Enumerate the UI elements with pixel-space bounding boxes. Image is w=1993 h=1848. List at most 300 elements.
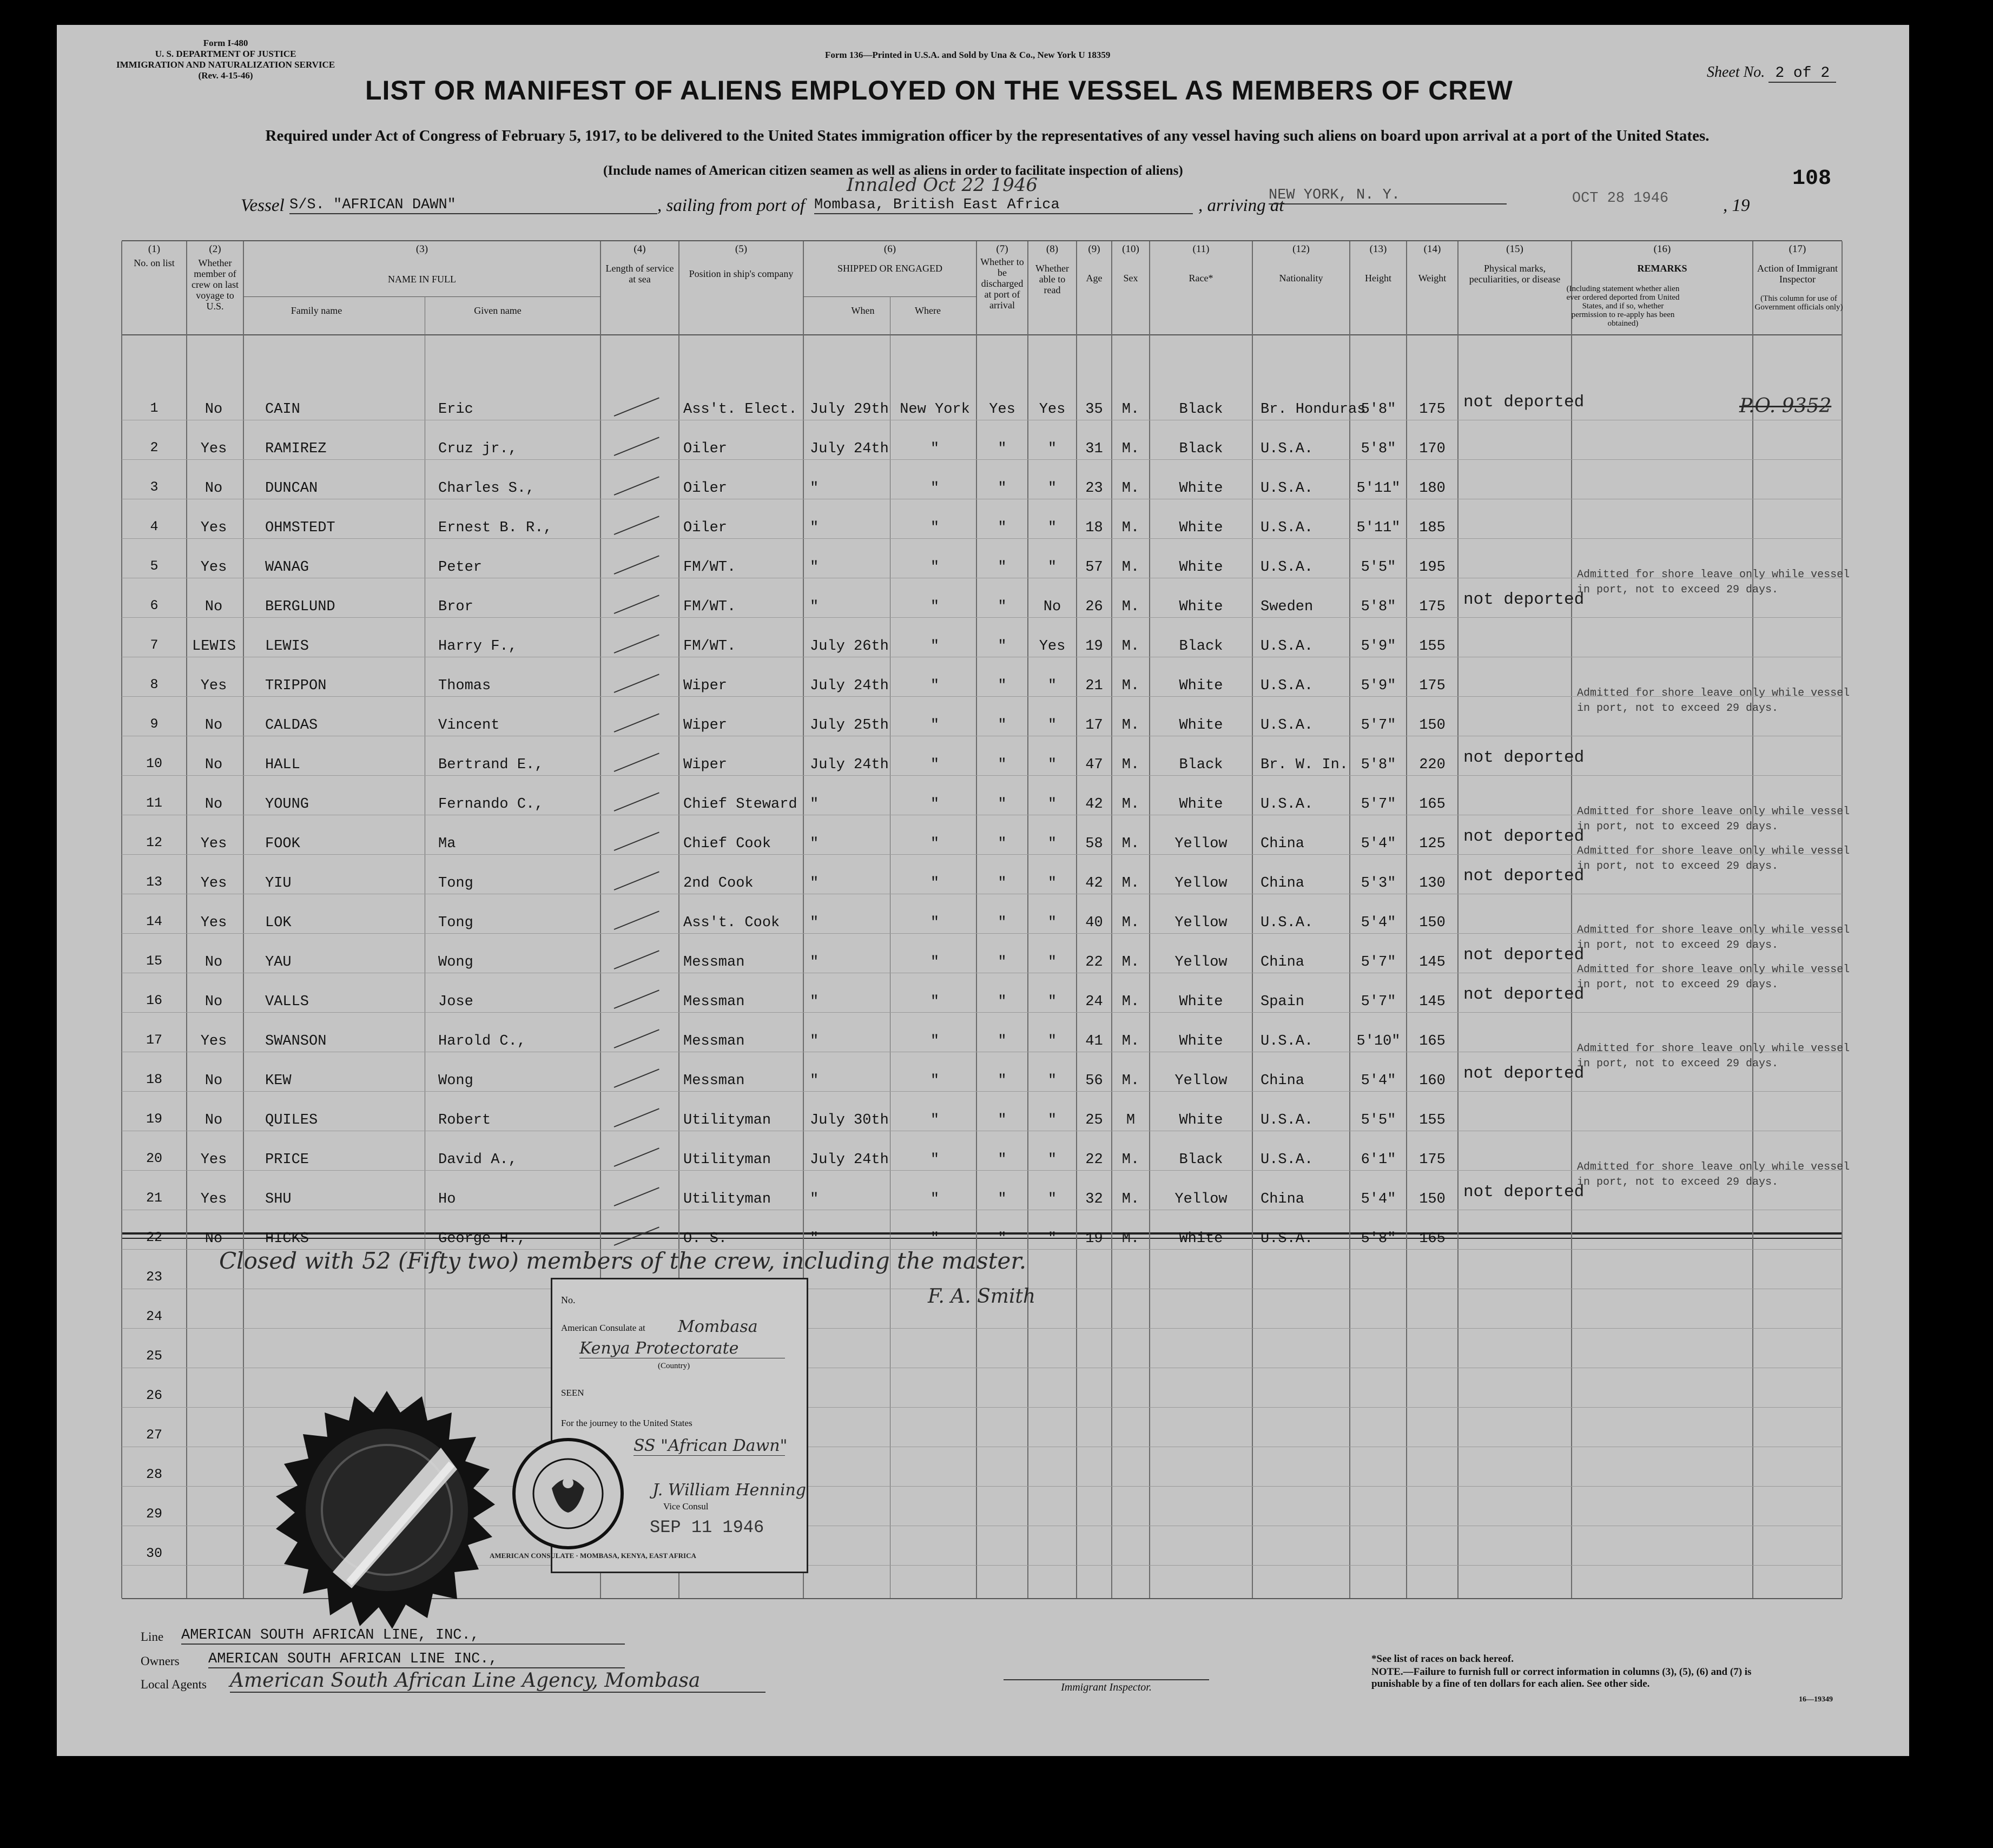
stamp-country-value: Kenya Protectorate [579, 1339, 785, 1358]
cell-position: Wiper [683, 757, 728, 773]
column-header: SHIPPED OR ENGAGED [837, 263, 942, 274]
cell-when: " [810, 994, 819, 1010]
cell-sex: M. [1121, 1152, 1140, 1168]
cell-disch: " [998, 796, 1007, 813]
check-mark [614, 1068, 659, 1088]
cell-sex: M. [1121, 875, 1140, 892]
cell-when: July 29th [810, 401, 889, 418]
column-number: (13) [1369, 243, 1387, 255]
cell-disch: " [998, 1191, 1007, 1207]
cell-nat: U.S.A. [1261, 520, 1314, 536]
cell-weight: 180 [1419, 480, 1446, 497]
cell-age: 57 [1085, 559, 1103, 576]
page-title: LIST OR MANIFEST OF ALIENS EMPLOYED ON THE VESSEL AS MEMBERS OF CREW [365, 75, 1513, 105]
cell-sex: M. [1121, 678, 1140, 694]
cell-remarks: Admitted for shore leave only while vessel in port, not to exceed 29 days. [1577, 924, 1850, 952]
cell-race: White [1179, 678, 1223, 694]
printer-line: Form 136—Printed in U.S.A. and Sold by Una & Co., New York U 18359 [825, 50, 1111, 60]
cell-where: " [930, 1073, 940, 1089]
closing-note: Closed with 52 (Fifty two) members of the crew, including the master. [219, 1248, 1027, 1274]
column-header: Race* [1189, 273, 1213, 283]
stamp-consulate-label: American Consulate at [561, 1323, 645, 1333]
cell-when: July 24th [810, 678, 889, 694]
cell-sex: M. [1121, 1231, 1140, 1247]
subheader-remarks-note: (Including statement whether alien ever ordered deported from United States, and if so, whether permission to re-apply has been obtained) [1566, 285, 1680, 328]
stamp-country-label: (Country) [658, 1362, 690, 1370]
cell-nat: U.S.A. [1261, 559, 1314, 576]
cell-nat: Br. W. In. [1261, 757, 1349, 773]
cell-marks: not deported [1463, 985, 1585, 1004]
cell-family: PRICE [265, 1152, 309, 1168]
embossed-seal-graphic [262, 1388, 511, 1637]
cell-prev: Yes [200, 836, 227, 852]
check-mark [614, 1187, 659, 1206]
cell-where: " [930, 1191, 940, 1207]
cell-position: Chief Cook [683, 836, 771, 852]
cell-sex: M. [1121, 836, 1140, 852]
cell-prev: No [204, 994, 223, 1010]
cell-height: 5'8" [1361, 599, 1396, 615]
cell-nat: U.S.A. [1261, 717, 1314, 734]
cell-weight: 175 [1419, 1152, 1446, 1168]
cell-weight: 220 [1419, 757, 1446, 773]
column-number: (11) [1192, 243, 1210, 255]
department-name: U. S. DEPARTMENT OF JUSTICE [155, 49, 296, 59]
check-mark [614, 476, 659, 496]
check-mark [614, 831, 659, 851]
cell-given: Wong [438, 954, 473, 971]
column-header: Position in ship's company [689, 268, 794, 279]
cell-where: " [930, 1112, 940, 1128]
cell-disch: " [998, 915, 1007, 931]
cell-nat: U.S.A. [1261, 638, 1314, 655]
column-number: (5) [735, 243, 748, 255]
cell-race: Yellow [1174, 836, 1228, 852]
cell-position: Wiper [683, 717, 728, 734]
cell-age: 31 [1085, 441, 1103, 457]
cell-disch: " [998, 836, 1007, 852]
cell-when: " [810, 520, 819, 536]
column-number: (9) [1088, 243, 1100, 255]
check-mark [614, 516, 659, 535]
cell-given: Fernando C., [438, 796, 544, 813]
agents-value: American South African Line Agency, Mombasa [230, 1669, 765, 1693]
cell-disch: " [998, 1152, 1007, 1168]
cell-marks: not deported [1463, 867, 1585, 886]
page-number: 108 [1792, 167, 1832, 191]
cell-where: " [930, 717, 940, 734]
cell-age: 19 [1085, 638, 1103, 655]
cell-given: Bertrand E., [438, 757, 544, 773]
cell-marks: not deported [1463, 590, 1585, 609]
column-number: (12) [1292, 243, 1310, 255]
cell-family: VALLS [265, 994, 309, 1010]
cell-race: White [1179, 1231, 1223, 1247]
cell-nat: U.S.A. [1261, 796, 1314, 813]
cell-when: July 24th [810, 757, 889, 773]
cell-position: Utilityman [683, 1191, 771, 1207]
cell-weight: 150 [1419, 717, 1446, 734]
check-mark [614, 397, 659, 417]
check-mark [614, 437, 659, 456]
cell-family: HALL [265, 757, 300, 773]
cell-height: 5'5" [1361, 559, 1396, 576]
cell-age: 26 [1085, 599, 1103, 615]
cell-where: " [930, 796, 940, 813]
cell-prev: No [204, 717, 223, 734]
cell-height: 5'11" [1356, 520, 1401, 536]
cell-remarks: Admitted for shore leave only while vessel in port, not to exceed 29 days. [1577, 963, 1850, 991]
cell-read: No [1043, 599, 1061, 615]
cell-when: July 24th [810, 1152, 889, 1168]
cell-remarks: Admitted for shore leave only while vessel in port, not to exceed 29 days. [1577, 569, 1850, 596]
row-number: 21 [146, 1190, 162, 1206]
cell-disch: " [998, 520, 1007, 536]
cell-sex: M. [1121, 915, 1140, 931]
cell-nat: U.S.A. [1261, 480, 1314, 497]
cell-when: July 25th [810, 717, 889, 734]
cell-read: " [1047, 678, 1057, 694]
check-mark [614, 1226, 659, 1246]
stamp-consulate-value: Mombasa [678, 1317, 758, 1336]
check-mark [614, 634, 659, 654]
column-header: Physical marks, peculiarities, or disease [1469, 263, 1561, 285]
cell-where: " [930, 520, 940, 536]
cell-read: " [1047, 954, 1057, 971]
cell-nat: U.S.A. [1261, 1033, 1314, 1050]
cell-read: " [1047, 994, 1057, 1010]
cell-disch: " [998, 717, 1007, 734]
cell-when: " [810, 1073, 819, 1089]
cell-read: " [1047, 1073, 1057, 1089]
sailing-value: Mombasa, British East Africa [814, 197, 1193, 214]
row-number: 23 [146, 1269, 162, 1285]
vessel-label: Vessel [241, 196, 285, 215]
cell-weight: 165 [1419, 1033, 1446, 1050]
subheader-given-name: Given name [474, 305, 522, 316]
cell-when: " [810, 559, 819, 576]
cell-marks: not deported [1463, 748, 1585, 767]
revision-date: (Rev. 4-15-46) [198, 70, 253, 81]
cell-weight: 130 [1419, 875, 1446, 892]
form-code: 16—19349 [1799, 1695, 1833, 1704]
cell-marks: not deported [1463, 393, 1585, 412]
cell-sex: M. [1121, 796, 1140, 813]
cell-race: Yellow [1174, 1073, 1228, 1089]
row-rule [122, 1328, 1842, 1329]
header-bottom-rule [122, 334, 1842, 335]
column-divider [121, 241, 122, 1598]
cell-given: Ho [438, 1191, 456, 1207]
cell-position: Utilityman [683, 1152, 771, 1168]
cell-given: Peter [438, 559, 483, 576]
cell-when: " [810, 836, 819, 852]
cell-family: SWANSON [265, 1033, 327, 1050]
row-number: 20 [146, 1151, 162, 1166]
cell-prev: No [204, 796, 223, 813]
cell-read: " [1047, 757, 1057, 773]
row-rule [122, 1091, 1842, 1092]
cell-height: 5'9" [1361, 678, 1396, 694]
cell-position: FM/WT. [683, 599, 736, 615]
cell-prev: No [204, 599, 223, 615]
cell-disch: " [998, 599, 1007, 615]
cell-family: RAMIREZ [265, 441, 327, 457]
cell-family: KEW [265, 1073, 292, 1089]
column-header: Whether to be discharged at port of arrival [980, 256, 1024, 311]
cell-read: " [1047, 1191, 1057, 1207]
cell-given: Cruz jr., [438, 441, 517, 457]
cell-weight: 165 [1419, 1231, 1446, 1247]
cell-sex: M. [1121, 401, 1140, 418]
cell-age: 19 [1085, 1231, 1103, 1247]
row-number: 3 [150, 479, 159, 495]
column-number: (8) [1046, 243, 1059, 255]
column-number: (10) [1122, 243, 1139, 255]
stamp-no-label: No. [561, 1295, 576, 1305]
row-number: 6 [150, 598, 159, 613]
cell-prev: No [204, 757, 223, 773]
cell-race: Yellow [1174, 915, 1228, 931]
sheet-value: 2 of 2 [1768, 65, 1836, 83]
cell-read: " [1047, 836, 1057, 852]
cell-where: " [930, 599, 940, 615]
cell-nat: U.S.A. [1261, 1231, 1314, 1247]
cell-read: " [1047, 1231, 1057, 1247]
cell-prev: Yes [200, 441, 227, 457]
cell-sex: M. [1121, 559, 1140, 576]
cell-family: TRIPPON [265, 678, 327, 694]
cell-when: July 26th [810, 638, 889, 655]
include-note: (Include names of American citizen seamen as well as aliens in order to facilitate inspection of aliens) [603, 163, 1183, 178]
row-number: 10 [146, 756, 162, 771]
cell-where: " [930, 678, 940, 694]
row-number: 17 [146, 1032, 162, 1048]
cell-nat: China [1261, 1191, 1305, 1207]
cell-read: " [1047, 796, 1057, 813]
inspector-label: Immigrant Inspector. [1004, 1679, 1209, 1694]
cell-read: " [1047, 559, 1057, 576]
handwritten-sailing-date: Innaled Oct 22 1946 [847, 174, 1038, 196]
cell-nat: U.S.A. [1261, 441, 1314, 457]
embossed-seal [262, 1388, 511, 1637]
cell-age: 35 [1085, 401, 1103, 418]
row-number: 14 [146, 914, 162, 929]
cell-family: FOOK [265, 836, 300, 852]
cell-given: Eric [438, 401, 473, 418]
cell-race: Yellow [1174, 954, 1228, 971]
column-header: Whether able to read [1035, 263, 1069, 295]
cell-sex: M. [1121, 441, 1140, 457]
cell-read: " [1047, 915, 1057, 931]
cell-nat: China [1261, 954, 1305, 971]
cell-sex: M. [1121, 994, 1140, 1010]
row-number: 26 [146, 1388, 162, 1403]
cell-weight: 160 [1419, 1073, 1446, 1089]
column-divider [1842, 241, 1843, 1598]
cell-position: Oiler [683, 441, 728, 457]
row-number: 30 [146, 1546, 162, 1561]
cell-remarks: Admitted for shore leave only while vessel in port, not to exceed 29 days. [1577, 1042, 1850, 1070]
cell-height: 5'8" [1361, 1231, 1396, 1247]
cell-race: White [1179, 796, 1223, 813]
cell-weight: 175 [1419, 401, 1446, 418]
cell-weight: 155 [1419, 638, 1446, 655]
cell-position: O. S. [683, 1231, 728, 1247]
column-header: Length of service at sea [605, 263, 674, 285]
cell-when: " [810, 954, 819, 971]
cell-age: 47 [1085, 757, 1103, 773]
cell-when: " [810, 915, 819, 931]
cell-race: White [1179, 480, 1223, 497]
cell-sex: M. [1121, 1191, 1140, 1207]
stamp-journey-label: For the journey to the United States [561, 1418, 692, 1428]
column-header: Whether member of crew on last voyage to U.S. [192, 258, 239, 312]
cell-position: Messman [683, 954, 745, 971]
cell-height: 5'4" [1361, 836, 1396, 852]
owners-label: Owners [141, 1654, 180, 1668]
cell-position: Messman [683, 994, 745, 1010]
column-divider [1752, 241, 1753, 1598]
cell-prev: Yes [200, 678, 227, 694]
cell-disch: " [998, 1033, 1007, 1050]
cell-disch: " [998, 480, 1007, 497]
cell-where: " [930, 559, 940, 576]
cell-given: Ernest B. R., [438, 520, 552, 536]
column-header: Weight [1418, 273, 1447, 283]
column-number: (3) [415, 243, 428, 255]
check-mark [614, 792, 659, 811]
check-mark [614, 555, 659, 575]
cell-prev: LEWIS [192, 638, 236, 655]
cell-prev: Yes [200, 915, 227, 931]
cell-position: FM/WT. [683, 559, 736, 576]
cell-where: " [930, 954, 940, 971]
cell-family: WANAG [265, 559, 309, 576]
row-rule [122, 1012, 1842, 1013]
cell-remarks: Admitted for shore leave only while vessel in port, not to exceed 29 days. [1577, 806, 1850, 833]
cell-when: " [810, 875, 819, 892]
cell-height: 5'4" [1361, 1191, 1396, 1207]
cell-weight: 175 [1419, 599, 1446, 615]
form-corner-block [116, 38, 335, 81]
row-rule [122, 538, 1842, 539]
cell-when: " [810, 1033, 819, 1050]
cell-race: Black [1179, 757, 1223, 773]
cell-weight: 165 [1419, 796, 1446, 813]
cell-age: 23 [1085, 480, 1103, 497]
cell-remarks: Admitted for shore leave only while vessel in port, not to exceed 29 days. [1577, 1161, 1850, 1189]
sailing-label: , sailing from port of [657, 196, 805, 215]
cell-nat: U.S.A. [1261, 1152, 1314, 1168]
cell-read: " [1047, 1152, 1057, 1168]
check-mark [614, 989, 659, 1009]
cell-weight: 150 [1419, 915, 1446, 931]
row-number: 16 [146, 993, 162, 1008]
name-subheader-rule [243, 296, 600, 297]
cell-read: " [1047, 441, 1057, 457]
cell-sex: M. [1121, 717, 1140, 734]
cell-height: 5'8" [1361, 441, 1396, 457]
cell-position: Messman [683, 1073, 745, 1089]
cell-when: " [810, 1191, 819, 1207]
cell-where: " [930, 441, 940, 457]
cell-when: " [810, 599, 819, 615]
cell-age: 40 [1085, 915, 1103, 931]
column-number: (14) [1423, 243, 1441, 255]
cell-sex: M. [1121, 954, 1140, 971]
cell-height: 5'10" [1356, 1033, 1401, 1050]
cell-read: " [1047, 1112, 1057, 1128]
column-number: (17) [1789, 243, 1806, 255]
cell-disch: " [998, 678, 1007, 694]
cell-marks: not deported [1463, 946, 1585, 965]
subheader-action-note: (This column for use of Government officials only) [1754, 294, 1843, 312]
cell-family: YOUNG [265, 796, 309, 813]
stamp-signature: J. William Henning [652, 1481, 807, 1500]
column-header: Nationality [1279, 273, 1323, 283]
footnote-races: *See list of races on back hereof. [1371, 1653, 1514, 1665]
seal-text: AMERICAN CONSULATE · MOMBASA, KENYA, EAST AFRICA [490, 1552, 696, 1560]
cell-height: 5'5" [1361, 1112, 1396, 1128]
column-header: Age [1086, 273, 1103, 283]
cell-weight: 170 [1419, 441, 1446, 457]
row-number: 5 [150, 558, 159, 574]
owners-value: AMERICAN SOUTH AFRICAN LINE INC., [208, 1651, 625, 1668]
cell-disch: " [998, 559, 1007, 576]
cell-prev: Yes [200, 1191, 227, 1207]
cell-age: 42 [1085, 796, 1103, 813]
cell-sex: M. [1121, 1073, 1140, 1089]
row-number: 9 [150, 716, 159, 732]
column-divider [243, 241, 244, 1598]
row-number: 22 [146, 1230, 162, 1245]
row-number: 7 [150, 637, 159, 653]
cell-sex: M. [1121, 520, 1140, 536]
cell-disch: " [998, 1112, 1007, 1128]
row-number: 11 [146, 795, 162, 811]
cell-prev: No [204, 1073, 223, 1089]
arrival-date: OCT 28 1946 [1572, 190, 1669, 207]
column-number: (1) [148, 243, 161, 255]
cell-race: Yellow [1174, 875, 1228, 892]
cell-race: White [1179, 559, 1223, 576]
cell-prev: Yes [200, 1033, 227, 1050]
cell-given: Ma [438, 836, 456, 852]
cell-prev: Yes [200, 520, 227, 536]
cell-given: Tong [438, 915, 473, 931]
cell-prev: No [204, 954, 223, 971]
cell-read: " [1047, 717, 1057, 734]
cell-sex: M. [1121, 757, 1140, 773]
cell-age: 22 [1085, 1152, 1103, 1168]
cell-family: BERGLUND [265, 599, 335, 615]
cell-race: White [1179, 717, 1223, 734]
consulate-seal-graphic [511, 1437, 625, 1550]
column-header: Action of Immigrant Inspector [1757, 263, 1838, 285]
row-number: 19 [146, 1111, 162, 1127]
column-header: Height [1365, 273, 1391, 283]
cell-age: 58 [1085, 836, 1103, 852]
cell-weight: 150 [1419, 1191, 1446, 1207]
cell-nat: China [1261, 836, 1305, 852]
column-number: (15) [1506, 243, 1523, 255]
row-number: 2 [150, 440, 159, 456]
column-number: (6) [883, 243, 896, 255]
cell-given: Bror [438, 599, 473, 615]
cell-given: Robert [438, 1112, 491, 1128]
arriving-label: , arriving at [1198, 196, 1284, 215]
